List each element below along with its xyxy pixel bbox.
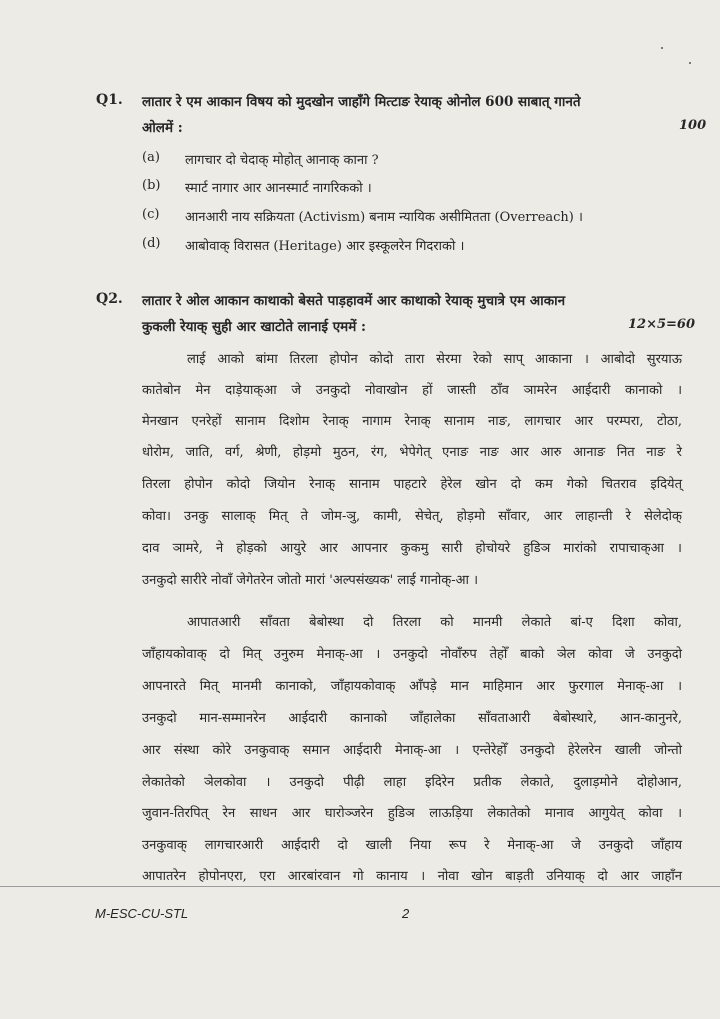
q2-marks: 12×5=60 <box>628 317 696 332</box>
passage-line: आर संस्था कोरे उनकुवाक् समान आईदारी मेनाक्-आ । एन्तेरेहोँ उनकुदो हेरेलरेन खाली जोन्तो <box>142 743 682 758</box>
passage-line: आपातआरी साँवता बेबोस्था दो तिरला को मानमी लेकाते बां-ए दिशा कोवा, <box>187 615 682 630</box>
passage-line: जाँहायकोवाक् दो मित् उनुरुम मेनाक्-आ । उनकुदो नोवाँरुप तेहोँ बाको ञेल कोवा जे उनकुदो <box>142 647 682 662</box>
q1-text-line-2: ओलमें : <box>142 120 183 136</box>
scan-speck <box>661 47 663 49</box>
scan-speck <box>689 62 691 64</box>
passage-line: तिरला होपोन कोदो जियोन रेनाक् सानाम पाहटारे हेरेल खोन दो कम गेको चितराव इदियेत् <box>142 477 682 492</box>
q2-text-line-2: कुकली रेयाक् सुही आर खाटोते लानाई एममें : <box>142 319 367 335</box>
passage-line: धोरोम, जाति, वर्ग, श्रेणी, होड़मो मुठन, रंग, भेपेगेत् एनाङ नाङ आर आरु आनाङ नित नाङ रे <box>142 445 682 460</box>
passage-line: मेनखान एनरेहों सानाम दिशोम रेनाक् नागाम रेनाक् सानाम नाङ, लागचार आर परम्परा, टोठा, <box>142 414 682 429</box>
q1-option-b-text: स्मार्ट नागार आर आनस्मार्ट नागरिकको । <box>185 181 372 196</box>
q1-option-c-text: आनआरी नाय सक्रियता (Activism) बनाम न्यायिक असीमितता (Overreach) । <box>185 210 583 225</box>
q1-number: Q1. <box>96 92 123 108</box>
q1-option-a-text: लागचार दो चेदाक् मोहोत् आनाक् काना ? <box>185 153 379 168</box>
q1-option-d-letter: (d) <box>142 236 161 251</box>
page-number: 2 <box>402 906 410 921</box>
q1-option-a-letter: (a) <box>142 150 160 165</box>
passage-line: कातेबोन मेन दाड़ेयाक्आ जे उनकुदो नोवाखोन हों जास्ती ठाँव ञामरेन आईदारी कानाको । <box>142 383 682 398</box>
q1-text-line-1: लातार रे एम आकान विषय को मुदखोन जाहाँगे मित्टाङ रेयाक् ओनोल 600 साबात् गानते <box>142 94 581 110</box>
passage-line: आपातरेन होपोनएरा, एरा आरबांरवान गो कानाय । नोवा खोन बाड़ती उनियाक् दो आर जाहाँन <box>142 869 682 884</box>
q2-text-line-1: लातार रे ओल आकान काथाको बेसते पाड़हावमें आर काथाको रेयाक् मुचात्रे एम आकान <box>142 293 566 309</box>
passage-line: उनकुवाक् लागचारआरी आईदारी दो खाली निया रूप रे मेनाक्-आ जे उनकुदो जाँहाय <box>142 838 682 853</box>
passage-line: आपनारते मित् मानमी कानाको, जाँहायकोवाक् आँपड़े मान माहिमान आर फुरगाल मेनाक्-आ । <box>142 679 682 694</box>
q1-option-b-letter: (b) <box>142 178 161 193</box>
passage-line: कोवा। उनकु सालाक् मित् ते जोम-ञु, कामी, सेचेत्, होड़मो साँवार, आर लाहान्ती रे सेलेदोक् <box>142 509 682 524</box>
passage-line: जुवान-तिरपित् रेन साधन आर घारोञ्जरेन हुडिञ लाऊड़िया लेकातेको मानाव आगुयेत् कोवा । <box>142 806 682 821</box>
q2-number: Q2. <box>96 291 123 307</box>
passage-line: दाव ञामरे, ने होड़को आयुरे आर आपनार कुकमु सारी होचोयरे हुडिञ मारांको रापाचाक्आ । <box>142 541 682 556</box>
paper-code: M-ESC-CU-STL <box>95 906 189 921</box>
footer-divider <box>0 886 720 887</box>
q1-option-d-text: आबोवाक् विरासत (Heritage) आर इस्कूलरेन गिदराको । <box>185 239 465 254</box>
passage-line: उनकुदो सारीरे नोवाँ जेगेतरेन जोतो मारां 'अल्पसंख्यक' लाई गानोक्-आ । <box>142 573 479 588</box>
passage-line: लेकातेको ञेलकोवा । उनकुदो पीढ़ी लाहा इदिरेन प्रतीक लेकाते, दुलाड़मोने दोहोआन, <box>142 775 682 790</box>
q1-marks: 100 <box>679 118 707 133</box>
q1-option-c-letter: (c) <box>142 207 160 222</box>
passage-line: उनकुदो मान-सम्मानरेन आईदारी कानाको जाँहालेका साँवताआरी बेबोस्थारे, आन-कानुनरे, <box>142 711 682 726</box>
passage-line: लाई आको बांमा तिरला होपोन कोदो तारा सेरमा रेको साप् आकाना । आबोदो सुरयाऊ <box>187 352 682 367</box>
